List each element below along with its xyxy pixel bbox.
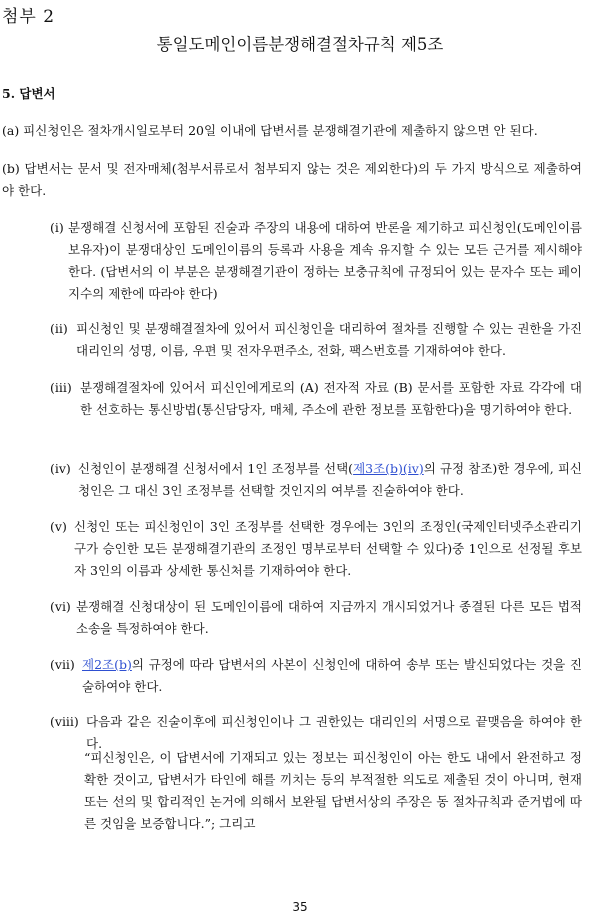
item-text-vii	[50, 654, 582, 698]
attachment-label: 첨부 2	[2, 7, 56, 27]
list-item-iv	[50, 458, 582, 502]
article-3-b-iv-link[interactable]: 제3조(b)(iv)	[353, 461, 424, 476]
paragraph-a: (a) 피신청인은 절차개시일로부터 20일 이내에 답변서를 분쟁해결기관에 제출하지 않으면 안 된다.	[2, 123, 538, 138]
item-text-iv-after: 의 규정 참조)한 경우에, 피신청인은 그 대신 3인 조정부를 선택할 것인지의 여부를 진술하여야 한다.	[78, 461, 582, 498]
list-item-v	[50, 516, 582, 582]
list-item-vi	[50, 596, 582, 640]
list-item-ii	[50, 318, 582, 362]
article-2-b-link[interactable]: 제2조(b)	[82, 657, 132, 672]
section-heading: 5. 답변서	[2, 86, 56, 101]
item-label-vi: (vi)	[50, 599, 71, 614]
item-label-vii: (vii)	[50, 657, 75, 672]
list-item-iii	[50, 377, 582, 421]
list-item-i	[50, 217, 582, 305]
item-text-iv-before: 신청인이 분쟁해결 신청서에서 1인 조정부를 선택(	[78, 461, 354, 476]
item-label-v: (v)	[50, 519, 67, 534]
item-label-viii: (viii)	[50, 714, 79, 729]
item-label-i: (i)	[50, 220, 64, 235]
item-label-iii: (iii)	[50, 380, 72, 395]
item-label-iv: (iv)	[50, 461, 71, 476]
item-text-vi: 분쟁해결 신청대상이 된 도메인이름에 대하여 지금까지 개시되었거나 종결된 다른 모든 법적 소송을 특정하여야 한다.	[76, 599, 582, 636]
list-item-vii	[50, 654, 582, 698]
quoted-statement: “피신청인은, 이 답변서에 기재되고 있는 정보는 피신청인이 아는 한도 내에서 완전하고 정확한 것이고, 답변서가 타인에 해를 끼치는 등의 부적절한 의도로 제출된 것이 아니며, 현재 또는 선의 및 합리적인 논거에 의해서 보완될 답변서상의 주장은 동 절차규칙과 준거법에 따른 것임을 보증합니다.”; 그리고	[84, 750, 582, 831]
item-text-v: 신청인 또는 피신청인이 3인 조정부를 선택한 경우에는 3인의 조정인(국제인터넷주소관리기구가 승인한 모든 분쟁해결기관의 조정인 명부로부터 선택할 수 있다)중 1인으로 선정될 후보자 3인의 이름과 상세한 통신처를 기재하여야 한다.	[74, 519, 582, 578]
paragraph-b: (b) 답변서는 문서 및 전자매체(첨부서류로서 첨부되지 않는 것은 제외한다)의 두 가지 방식으로 제출하여야 한다.	[2, 161, 582, 198]
item-text-iii: 분쟁해결절차에 있어서 피신인에게로의 (A) 전자적 자료 (B) 문서를 포함한 자료 각각에 대한 선호하는 통신방법(통신담당자, 매체, 주소에 관한 정보를 포함한다)을 명기하여야 한다.	[80, 380, 582, 417]
page-number: 35	[292, 900, 308, 914]
document-title: 통일도메인이름분쟁해결절차규칙 제5조	[156, 35, 444, 54]
item-label-ii: (ii)	[50, 321, 68, 336]
item-text-viii: 다음과 같은 진술이후에 피신청인이나 그 권한있는 대리인의 서명으로 끝맺음을 하여야 한다.	[86, 714, 582, 751]
item-text-i: 분쟁해결 신청서에 포함된 진술과 주장의 내용에 대하여 반론을 제기하고 피신청인(도메인이름 보유자)이 분쟁대상인 도메인이름의 등록과 사용을 계속 유지할 수 있는 모든 근거를 제시해야 한다. (답변서의 이 부분은 분쟁해결기관이 정하는 보충규칙에 규정되어 있는 문자수 또는 페이지수의 제한에 따라야 한다)	[68, 220, 582, 301]
item-text-ii: 피신청인 및 분쟁해결절차에 있어서 피신청인을 대리하여 절차를 진행할 수 있는 권한을 가진 대리인의 성명, 이름, 우편 및 전자우편주소, 전화, 팩스번호를 기재하여야 한다.	[76, 321, 582, 358]
item-text-iv	[50, 458, 582, 502]
item-text-vii-after: 의 규정에 따라 답변서의 사본이 신청인에 대하여 송부 또는 발신되었다는 것을 진술하여야 한다.	[82, 657, 582, 694]
